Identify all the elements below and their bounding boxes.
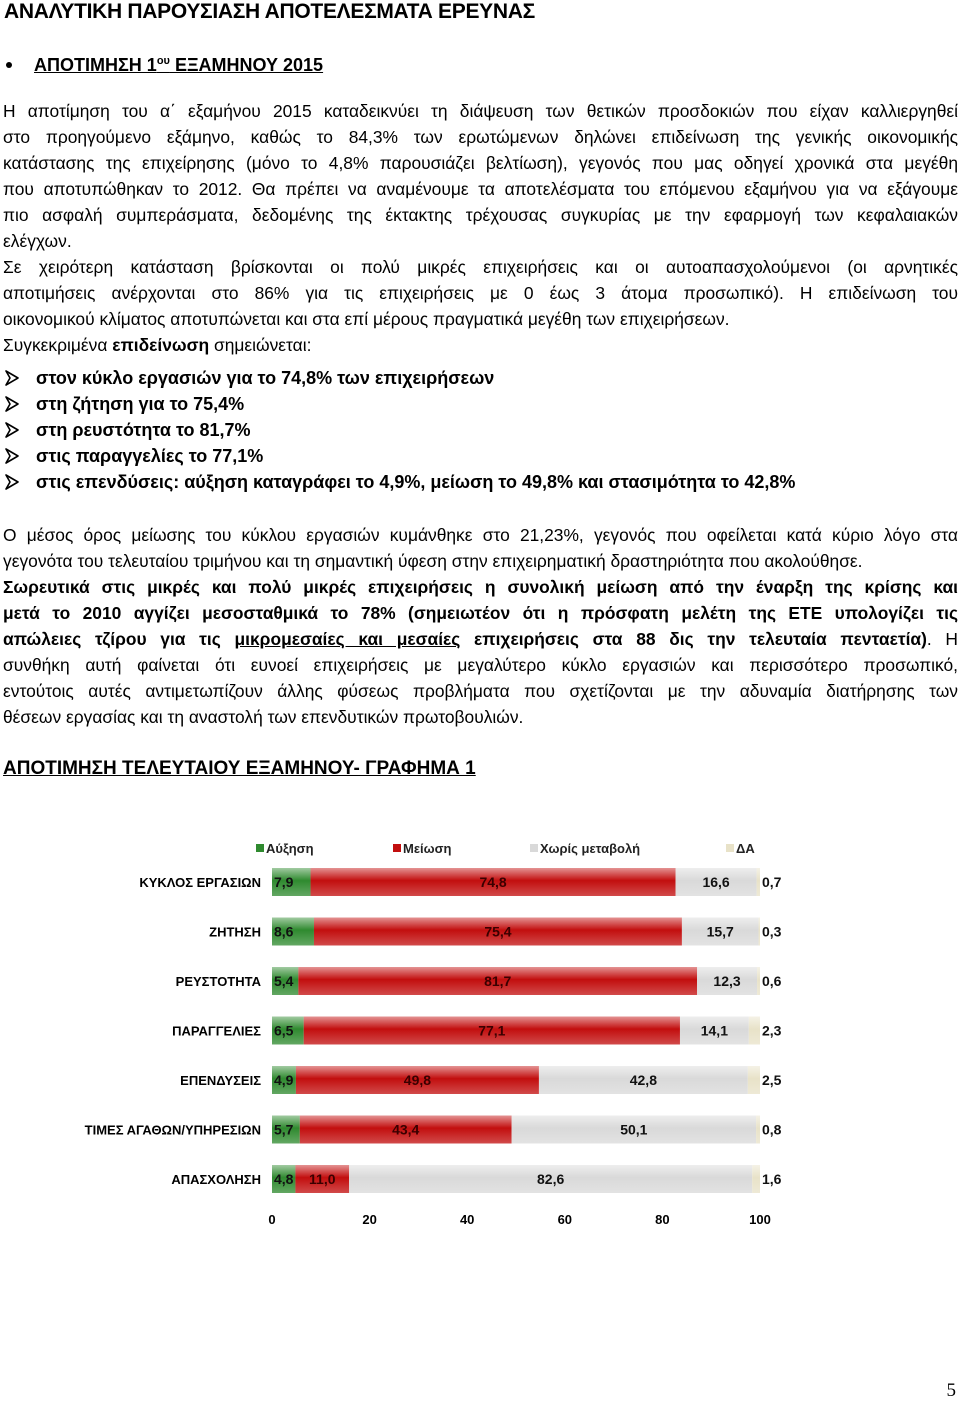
paragraph-line: Η αποτίμηση του α΄ εξαμήνου 2015 καταδεικνύει τη διάψευση των θετικών προσδοκιών που είχαν καλλιεργηθεί [3, 101, 958, 121]
data-label: 15,7 [706, 923, 734, 940]
arrow-bullet-icon [4, 474, 20, 490]
page-title: ΑΝΑΛΥΤΙΚΗ ΠΑΡΟΥΣΙΑΣΗ ΑΠΟΤΕΛΕΣΜΑΤΑ ΕΡΕΥΝΑΣ [4, 0, 535, 23]
bar-segment [748, 1066, 760, 1094]
stacked-bar-chart [0, 820, 960, 1240]
data-label: 5,4 [274, 973, 294, 989]
paragraph-line: ελέγχων. [3, 231, 72, 251]
data-label: 8,6 [274, 923, 294, 940]
legend-label: Αύξηση [266, 841, 314, 856]
category-label: ΚΥΚΛΟΣ ΕΡΓΑΣΙΩΝ [139, 875, 261, 890]
paragraph-line: που αποτυπώθηκαν το 2012. Θα πρέπει να αναμένουμε τα αποτελέσματα του επόμενου εξαμήνου για να εξάγουμε [3, 179, 958, 199]
list-item: στις επενδύσεις: αύξηση καταγράφει το 4,9%, μείωση το 49,8% και στασιμότητα το 42,8% [4, 469, 795, 495]
arrow-bullet-icon [4, 370, 20, 386]
legend-swatch [256, 844, 264, 852]
category-label: ΡΕΥΣΤΟΤΗΤΑ [175, 974, 261, 989]
list-item: στις παραγγελίες το 77,1% [4, 443, 795, 469]
paragraph-3 [3, 522, 958, 730]
bar-segment [759, 918, 760, 946]
section-heading: ΑΠΟΤΙΜΗΣΗ ΤΕΛΕΥΤΑΙΟΥ ΕΞΑΜΗΝΟΥ- ΓΡΑΦΗΜΑ 1 [3, 758, 476, 779]
page-number: 5 [946, 1380, 956, 1401]
data-label: 14,1 [700, 1022, 728, 1039]
category-label: ΕΠΕΝΔΥΣΕΙΣ [180, 1073, 261, 1088]
paragraph-line: αποτιμήσεις ανέρχονται στο 86% για τις επιχειρήσεις με 0 έως 3 άτομα προσωπικό). Η επιδείνωση του [3, 283, 958, 303]
category-label: ΑΠΑΣΧΟΛΗΣΗ [171, 1172, 261, 1187]
data-label: 11,0 [309, 1171, 336, 1187]
category-label: ΠΑΡΑΓΓΕΛΙΕΣ [172, 1023, 261, 1039]
data-label: 16,6 [702, 874, 730, 890]
specific-line: Συγκεκριμένα επιδείνωση σημειώνεται: [3, 335, 312, 355]
paragraph-line: κατάστασης της επιχείρησης (μόνο το 4,8% παρουσιάζει βελτίωση), γεγονός που μας οδηγεί χρονικά στα μεγέθη [3, 153, 958, 173]
arrow-bullet-icon [4, 422, 20, 438]
category-label: ΖΗΤΗΣΗ [209, 924, 261, 940]
data-label: 5,7 [274, 1121, 294, 1138]
arrow-bullet-icon [4, 396, 20, 412]
data-label: 2,3 [762, 1022, 782, 1039]
legend-label: Χωρίς μεταβολή [540, 841, 641, 856]
paragraph-line: μετά το 2010 αγγίζει μεσοσταθμικά το 78% (σημειωτέον ότι η πρόσφατη μελέτη της ΕΤΕ υπολογίζει τις [3, 603, 958, 623]
data-label: 49,8 [403, 1072, 432, 1088]
data-label: 77,1 [478, 1022, 506, 1039]
x-tick-label: 80 [655, 1212, 670, 1227]
chart-category-labels [85, 875, 262, 1187]
chart-bars [272, 868, 760, 1193]
data-label: 0,6 [762, 973, 782, 989]
chart-x-axis [268, 1212, 770, 1227]
data-label: 43,4 [392, 1121, 420, 1138]
paragraph-line: γεγονότα του τελευταίου τριμήνου και τη σημαντική ύφεση στην επιχειρηματική δραστηριότητα που ακολούθησε. [3, 551, 863, 571]
data-label: 2,5 [762, 1072, 782, 1088]
data-label: 7,9 [274, 874, 294, 890]
paragraph-line: Σωρευτικά στις μικρές και πολύ μικρές επιχειρήσεις η συνολική μείωση από την έναρξη της κρίσης και [3, 577, 958, 597]
x-tick-label: 100 [749, 1212, 771, 1227]
data-label: 0,7 [762, 874, 782, 890]
x-tick-label: 0 [268, 1212, 276, 1227]
legend-label: Μείωση [403, 841, 452, 856]
paragraph-line: συνθήκη αυτή φαίνεται ότι ευνοεί επιχειρήσεις με μεγαλύτερο κύκλο εργασιών και περισσότερο προσωπικό, [3, 655, 958, 675]
arrow-bullet-icon [4, 448, 20, 464]
bullet-dot-icon [6, 62, 12, 68]
data-label: 4,9 [274, 1072, 294, 1088]
list-item: στη ζήτηση για το 75,4% [4, 391, 795, 417]
paragraph-line: εντούτοις αυτές αντιμετωπίζουν άλλης φύσεως προβλήματα που σχετίζονται με την αδυναμία διατήρησης των [3, 681, 958, 701]
paragraph-line: πιο ασφαλή συμπεράσματα, δεδομένης της έκτακτης τρέχουσας συγκυρίας με την εφαρμογή των κεφαλαιακών [3, 205, 958, 225]
category-label: ΤΙΜΕΣ ΑΓΑΘΩΝ/ΥΠΗΡΕΣΙΩΝ [84, 1122, 261, 1138]
data-label: 0,8 [762, 1121, 782, 1138]
data-label: 0,3 [762, 923, 782, 940]
data-label: 50,1 [620, 1121, 648, 1138]
bar-segment [757, 868, 760, 896]
data-label: 1,6 [762, 1171, 782, 1187]
x-tick-label: 40 [459, 1212, 475, 1227]
check-list [4, 365, 795, 495]
paragraph-line: απώλειες τζίρου για τις μικρομεσαίες και μεσαίες επιχειρήσεις στα 88 δις την τελευταία πενταετία). Η [3, 629, 958, 649]
data-label: 4,8 [274, 1171, 294, 1187]
data-label: 75,4 [484, 923, 512, 940]
paragraph-1 [3, 98, 958, 358]
data-label: 82,6 [537, 1171, 565, 1187]
legend-swatch [726, 844, 734, 852]
data-label: 81,7 [484, 973, 512, 989]
paragraph-line: Ο μέσος όρος μείωσης του κύκλου εργασιών κυμάνθηκε στο 21,23%, γεγονός που οφείλεται κατά κύριο λόγο στα [3, 525, 958, 545]
list-item: στον κύκλο εργασιών για το 74,8% των επιχειρήσεων [4, 365, 795, 391]
legend-swatch [393, 844, 401, 852]
paragraph-line: θέσεων εργασίας και τη αναστολή των επενδυτικών πρωτοβουλιών. [3, 707, 524, 727]
bullet-heading [4, 55, 323, 76]
legend-label: ΔΑ [736, 841, 755, 856]
list-item: στη ρευστότητα το 81,7% [4, 417, 795, 443]
legend-swatch [530, 844, 538, 852]
data-label: 12,3 [713, 973, 741, 989]
bullet-heading-text: ΑΠΟΤΙΜΗΣΗ $1^{o\upsilon}$ ΕΞΑΜΗΝΟΥ 2015 [34, 55, 324, 75]
bar-segment [757, 967, 760, 995]
bar-segment [756, 1116, 760, 1144]
paragraph-line: στο προηγούμενο εξάμηνο, καθώς το 84,3% των ερωτώμενων δηλώνει επιδείνωση της γενικής οικονομικής [3, 127, 958, 147]
data-label: 42,8 [629, 1072, 657, 1088]
chart-legend [256, 841, 755, 856]
paragraph-line: οικονομικού κλίματος αποτυπώνεται και στα επί μέρους πραγματικά μεγέθη των επιχειρήσεων. [3, 309, 730, 329]
paragraph-line: Σε χειρότερη κατάσταση βρίσκονται οι πολύ μικρές επιχειρήσεις και οι αυτοαπασχολούμενοι (οι αρνητικές [3, 257, 958, 277]
data-label: 74,8 [479, 874, 507, 890]
bar-segment [749, 1017, 760, 1045]
bar-segment [752, 1165, 760, 1193]
x-tick-label: 20 [362, 1212, 377, 1227]
x-tick-label: 60 [557, 1212, 573, 1227]
data-label: 6,5 [274, 1022, 294, 1039]
